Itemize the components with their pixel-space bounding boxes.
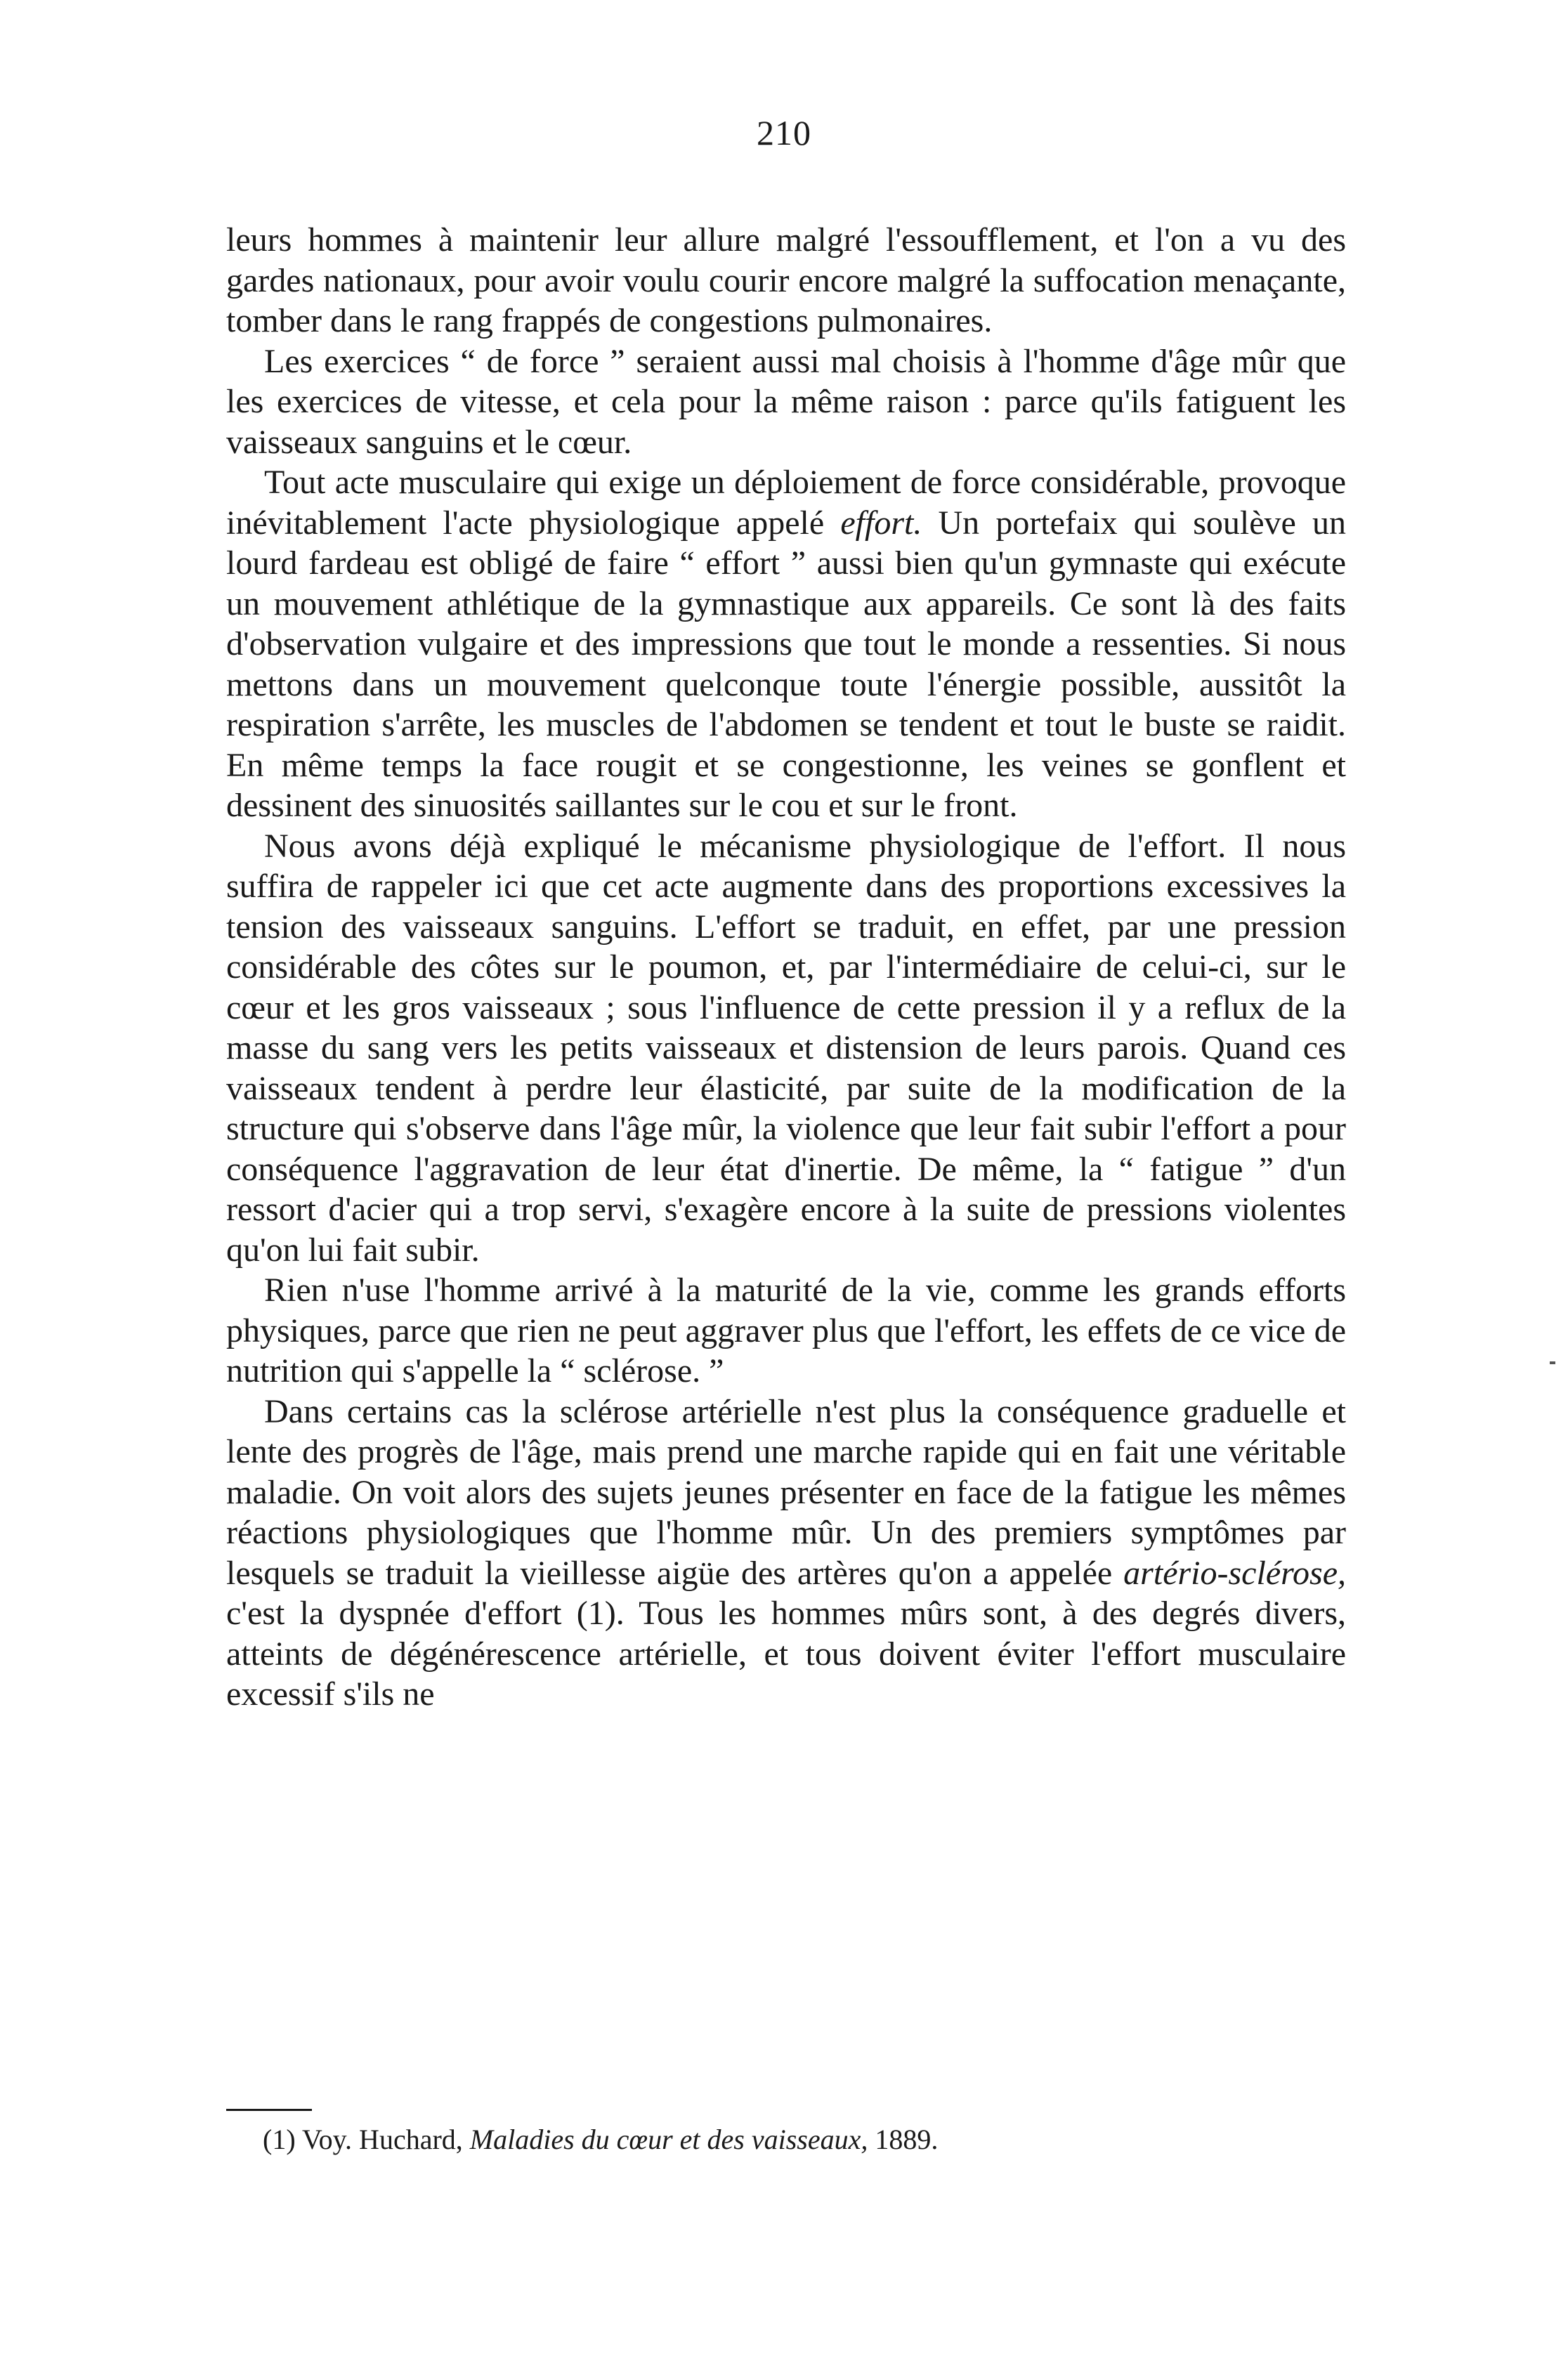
page-number: 210: [757, 113, 811, 152]
margin-mark: [1550, 1361, 1555, 1364]
paragraph-3-text-b: Un portefaix qui soulève un lourd fardeau est obligé de faire “ effort ” aussi bien qu'un gymnaste qui exécute un mouvement athlétique de la gymnastique aux appareils. Ce sont là des faits d'observation vulgaire et des impressions que tout le monde a ressenties. Si nous mettons dans un mouvement quelconque toute l'énergie possible, aussitôt la respiration s'arrête, les muscles de l'abdomen se tendent et tout le buste se raidit. En même temps la face rougit et se congestionne, les veines se gonflent et dessinent des sinuosités saillantes sur le cou et sur le front.: [226, 504, 1346, 824]
footnote-text-a: Voy. Huchard,: [295, 2124, 470, 2155]
paragraph-5: Rien n'use l'homme arrivé à la maturité de la vie, comme les grands efforts physiques, parce que rien ne peut aggraver plus que l'effort, les effets de ce vice de nutrition qui s'appelle la “ sclérose. ”: [226, 1271, 1346, 1390]
footnote: [263, 2121, 1345, 2158]
paragraph-3-italic: effort.: [840, 504, 922, 542]
footnote-text-b: 1889.: [868, 2124, 939, 2155]
paragraph-6-italic: artério-sclérose,: [1123, 1554, 1346, 1592]
paragraph-1: leurs hommes à maintenir leur allure malgré l'essoufflement, et l'on a vu des gardes nationaux, pour avoir voulu courir encore malgré la suffocation menaçante, tomber dans le rang frappés de congestions pulmonaires.: [226, 221, 1346, 339]
paragraph-3: [226, 462, 1346, 826]
paragraph-6-text-b: c'est la dyspnée d'effort (1). Tous les hommes mûrs sont, à des degrés divers, atteints de dégénérescence artérielle, et tous doivent éviter l'effort musculaire excessif s'ils ne: [226, 1595, 1346, 1713]
paragraph-6-text-a: Dans certains cas la sclérose artérielle n'est plus la conséquence graduelle et lente des progrès de l'âge, mais prend une marche rapide qui en fait une véritable maladie. On voit alors des sujets jeunes présenter en face de la fatigue les mêmes réactions physiologiques que l'homme mûr. Un des premiers symptômes par lesquels se traduit la vieillesse aigüe des artères qu'on a appelée: [226, 1392, 1346, 1592]
footnote-italic-title: Maladies du cœur et des vaisseaux,: [469, 2124, 868, 2155]
body-text: [226, 220, 1346, 1715]
paragraph-4: Nous avons déjà expliqué le mécanisme physiologique de l'effort. Il nous suffira de rappeler ici que cet acte augmente dans des proportions excessives la tension des vaisseaux sanguins. L'effort se traduit, en effet, par une pression considérable des côtes sur le poumon, et, par l'intermédiaire de celui-ci, sur le cœur et les gros vaisseaux ; sous l'influence de cette pression il y a reflux de la masse du sang vers les petits vaisseaux et distension de leurs parois. Quand ces vaisseaux tendent à perdre leur élasticité, par suite de la modification de la structure qui s'observe dans l'âge mûr, la violence que leur fait subir l'effort a pour conséquence l'aggravation de leur état d'inertie. De même, la “ fatigue ” d'un ressort d'acier qui a trop servi, s'exagère encore à la suite de pressions violentes qu'on lui fait subir.: [226, 827, 1346, 1269]
footnote-marker: (1): [263, 2124, 296, 2155]
paragraph-3-text-a: Tout acte musculaire qui exige un déploiement de force considérable, provoque inévitablement l'acte physiologique appelé: [226, 464, 1346, 542]
paragraph-6: [226, 1392, 1346, 1715]
paragraph-2: Les exercices “ de force ” seraient aussi mal choisis à l'homme d'âge mûr que les exercices de vitesse, et cela pour la même raison : parce qu'ils fatiguent les vaisseaux sanguins et le cœur.: [226, 342, 1346, 461]
footnote-divider: [226, 2109, 312, 2111]
